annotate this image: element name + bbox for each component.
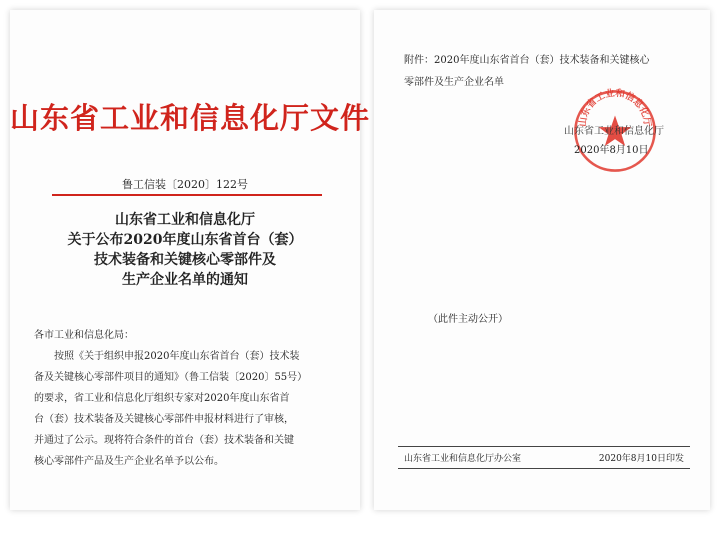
signature-organization: 山东省工业和信息化厅 [564,126,664,137]
notice-title [10,210,360,290]
notice-title-line: 生产企业名单的通知 [122,272,248,288]
document-number: 鲁工信装〔2020〕122号 [122,178,248,191]
body-line: 备及关键核心零部件项目的通知》（鲁工信装〔2020〕55号） [34,372,308,383]
body-text [34,346,334,472]
body-line: 台（套）技术装备及关键核心零部件申报材料进行了审核， [34,414,294,425]
footer-office: 山东省工业和信息化厅办公室 [404,454,522,464]
body-line: 核心零部件产品及生产企业名单予以公布。 [34,456,224,467]
document-page-2 [374,10,710,510]
footer-print-date: 2020年8月10日印发 [598,454,684,464]
body-line: 并通过了公示。现将符合条件的首台（套）技术装备和关键 [34,435,294,446]
notice-title-line: 关于公布2020年度山东省首台（套） [67,232,303,248]
attachment-line: 零部件及生产企业名单 [404,77,504,88]
footer-rule [398,446,690,447]
body-line: 的要求，省工业和信息化厅组织专家对2020年度山东省首 [34,393,290,404]
attachment-line: 附件：2020年度山东省首台（套）技术装备和关键核心 [404,55,650,66]
signature-date: 2020年8月10日 [574,145,649,156]
seal-text: 山东省工业和信息化厅 [577,88,653,128]
header-red-rule [52,194,322,196]
document-page-1 [10,10,371,510]
public-disclosure-note: （此件主动公开） [428,314,508,325]
document-header-title: 山东省工业和信息化厅文件 [10,101,371,135]
notice-title-line: 山东省工业和信息化厅 [115,212,255,228]
footer-rule [398,468,690,469]
notice-title-line: 技术装备和关键核心零部件及 [94,252,276,268]
body-line: 按照《关于组织申报2020年度山东省首台（套）技术装 [54,351,300,362]
addressee: 各市工业和信息化局： [34,330,134,341]
